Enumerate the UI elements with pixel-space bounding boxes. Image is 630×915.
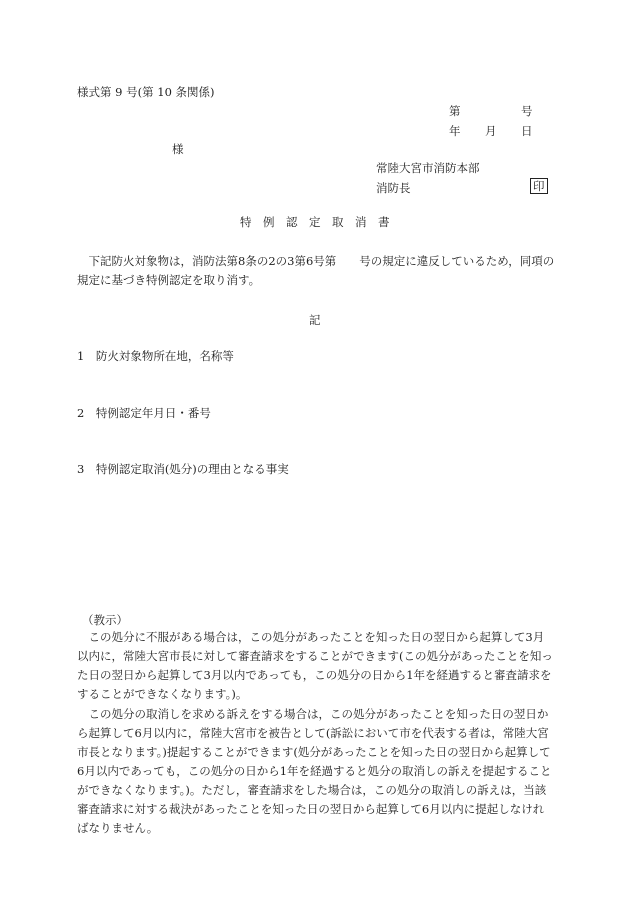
issuer-title: 消防長 xyxy=(376,181,411,195)
date-month: 月 xyxy=(485,124,497,138)
item-location: 1 防火対象物所在地，名称等 xyxy=(77,349,234,363)
doc-number-prefix: 第 xyxy=(449,104,461,118)
item-cert-date: 2 特例認定年月日・番号 xyxy=(77,406,211,420)
addressee-suffix: 様 xyxy=(172,142,184,156)
notice-paragraph-2: この処分の取消しを求める訴えをする場合は，この処分があったことを知った日の翌日から起算して6月以内に，常陸大宮市を被告として(訴訟において市を代表する者は，常陸大宮市長となります。)提起することができます(処分があったことを知った日の翌日から起算して6月以内であっても，この処分の日から1年を経過すると処分の取消しの訴えを提起することができなくなります。)。ただし，審査請求をした場合は，この処分の取消しの訴えは，当該審査請求に対する裁決があったことを知った日の翌日から起算して6月以内に提起しなければなりません。 xyxy=(77,707,552,835)
date-year: 年 xyxy=(449,124,461,138)
notice-heading: （教示） xyxy=(82,613,128,627)
body-text: 下記防火対象物は，消防法第8条の2の3第6号第 号の規定に違反しているため，同項の規定に基づき特例認定を取り消す。 xyxy=(77,254,555,287)
issuer-org: 常陸大宮市消防本部 xyxy=(376,161,480,175)
ki-label: 記 xyxy=(309,313,321,327)
doc-number-suffix: 号 xyxy=(521,104,533,118)
notice-paragraph-1: この処分に不服がある場合は，この処分があったことを知った日の翌日から起算して3月以内に，常陸大宮市長に対して審査請求をすることができます(この処分があったことを知った日の翌日から起算して3月以内であっても，この処分の日から1年を経過すると審査請求をすることができなくなります。)。 xyxy=(77,630,553,701)
seal-mark xyxy=(530,178,548,194)
document-title: 特 例 認 定 取 消 書 xyxy=(240,215,390,229)
date-day: 日 xyxy=(521,124,533,138)
seal-box: 印 xyxy=(530,178,548,194)
item-reason: 3 特例認定取消(処分)の理由となる事実 xyxy=(77,462,289,476)
form-number: 様式第 9 号(第 10 条関係) xyxy=(77,85,215,99)
